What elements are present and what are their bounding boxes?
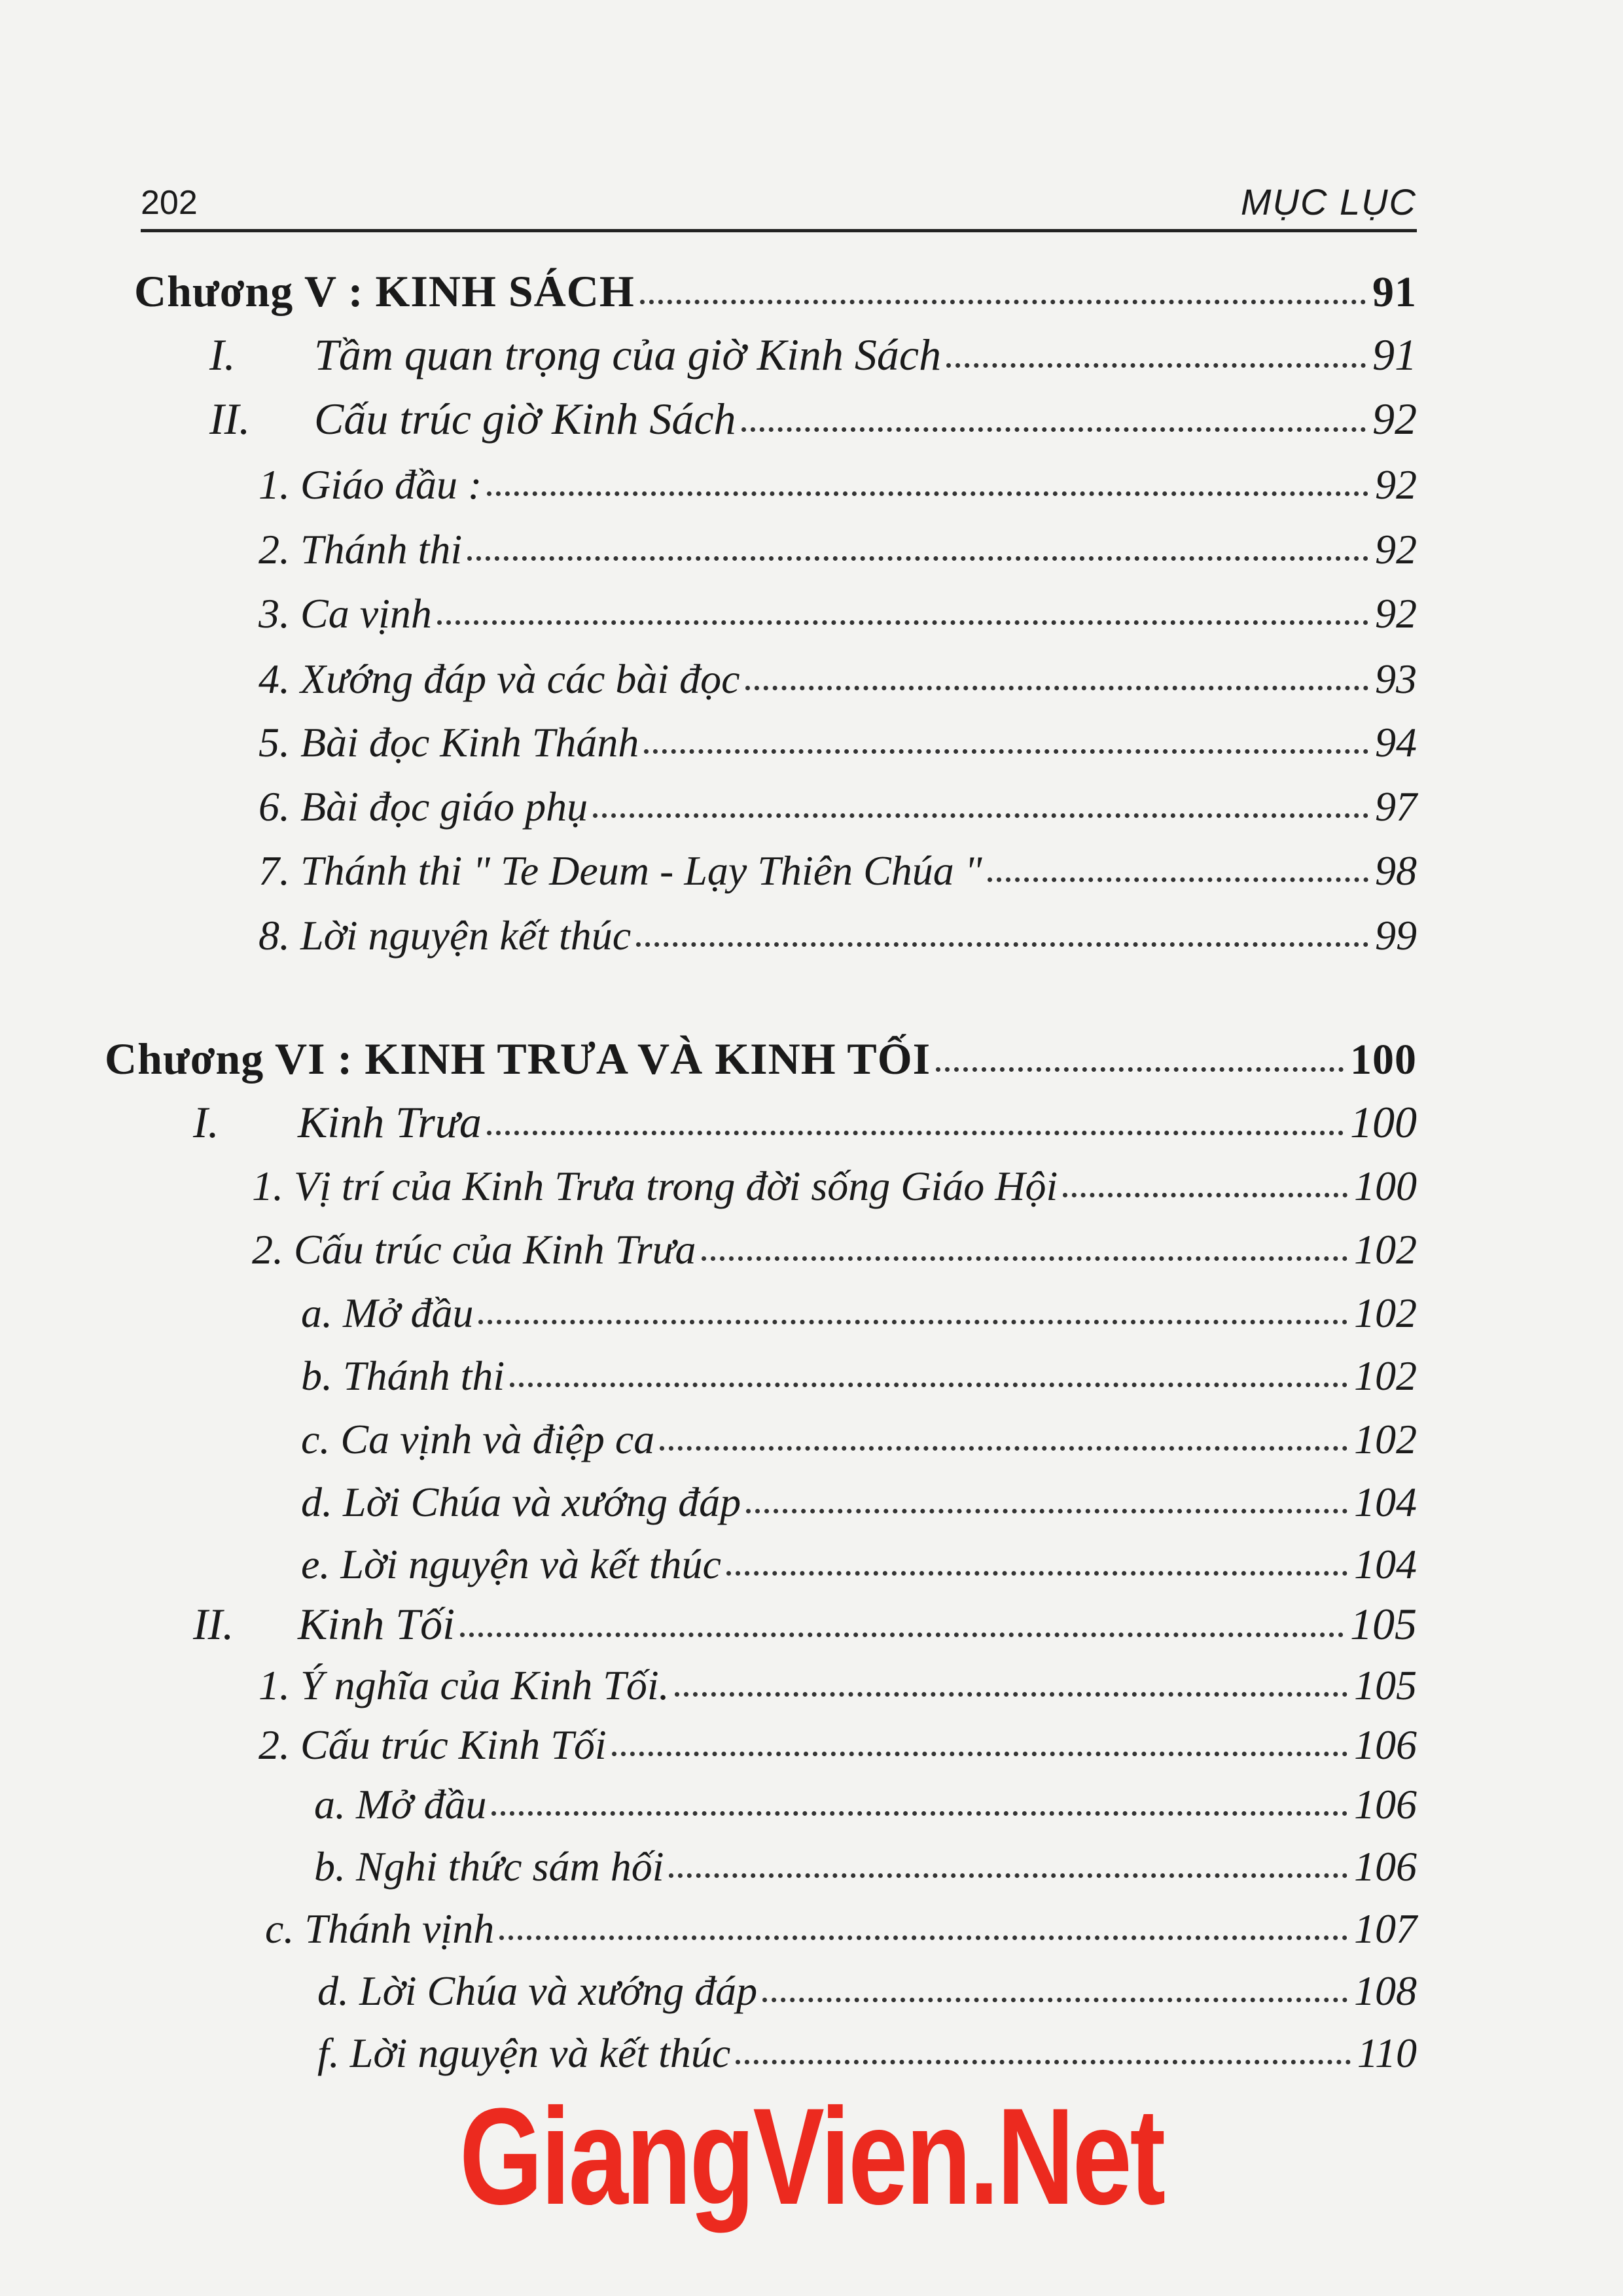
toc-entry-label: 2. Thánh thi: [259, 526, 463, 573]
toc-entry-label: Chương VI : KINH TRƯA VÀ KINH TỐI: [105, 1034, 931, 1084]
toc-entry-label: b. Thánh thi: [301, 1352, 505, 1399]
toc-entry-label: b. Nghi thức sám hối: [314, 1843, 664, 1890]
toc-entry-label: 3. Ca vịnh: [259, 590, 432, 637]
toc-entry: [259, 836, 1417, 895]
toc-entry-label: 5. Bài đọc Kinh Thánh: [259, 719, 639, 766]
dot-leader: [746, 1509, 1347, 1513]
toc-entry: [259, 901, 1417, 960]
dot-leader: [660, 1446, 1347, 1451]
toc-entry-numeral: II.: [209, 394, 251, 444]
toc-entry-section: [193, 1591, 1417, 1650]
dot-leader: [487, 1131, 1344, 1135]
toc-entry-section: [209, 386, 1417, 445]
dot-leader: [467, 556, 1368, 561]
toc-entry-page: 91: [1372, 268, 1417, 316]
toc-entry: [259, 1651, 1417, 1710]
toc-entry-page: 106: [1354, 1781, 1417, 1828]
toc-entry: [317, 1956, 1417, 2015]
toc-entry: [317, 2019, 1417, 2077]
dot-leader: [593, 813, 1368, 818]
dot-leader: [478, 1320, 1347, 1324]
toc-entry-label: a. Mở đầu: [301, 1290, 474, 1336]
toc-entry: [314, 1832, 1417, 1891]
toc-entry: [301, 1530, 1417, 1589]
toc-entry: [259, 1710, 1417, 1769]
toc-entry-page: 100: [1350, 1036, 1417, 1084]
dot-leader: [946, 363, 1366, 368]
toc-entry: [265, 1894, 1417, 1953]
dot-leader: [499, 1935, 1347, 1940]
toc-entry: [259, 645, 1417, 703]
toc-entry: [314, 1770, 1417, 1829]
toc-entry-page: 108: [1354, 1968, 1417, 2014]
toc-entry-page: 92: [1375, 590, 1417, 637]
toc-entry: [259, 579, 1417, 638]
toc-entry-numeral: I.: [193, 1097, 219, 1147]
toc-entry-label: d. Lời Chúa và xướng đáp: [301, 1479, 741, 1525]
toc-entry-page: 100: [1354, 1163, 1417, 1209]
toc-entry-label: c. Ca vịnh và điệp ca: [301, 1416, 655, 1462]
toc-entry: [259, 708, 1417, 767]
dot-leader: [1063, 1193, 1347, 1197]
toc-entry-page: 106: [1354, 1843, 1417, 1890]
dot-leader: [460, 1633, 1344, 1637]
toc-entry-label: 4. Xướng đáp và các bài đọc: [259, 656, 740, 702]
toc-entry-label: 1. Ý nghĩa của Kinh Tối.: [259, 1662, 669, 1708]
dot-leader: [612, 1752, 1347, 1756]
toc-entry-section: [209, 322, 1417, 381]
dot-leader: [736, 2060, 1350, 2064]
toc-entry-label: 1. Vị trí của Kinh Trưa trong đời sống Giáo Hội: [252, 1163, 1058, 1209]
dot-leader: [491, 1811, 1347, 1816]
toc-entry-page: 110: [1357, 2030, 1417, 2076]
toc-entry: [301, 1341, 1417, 1400]
page-number: 202: [141, 184, 198, 222]
toc-entry-label: 6. Bài đọc giáo phụ: [259, 783, 588, 830]
toc-entry: [301, 1279, 1417, 1337]
toc-entry-page: 102: [1354, 1290, 1417, 1336]
toc-entry-page: 105: [1350, 1599, 1417, 1649]
toc-entry-label: Tầm quan trọng của giờ Kinh Sách: [314, 330, 942, 380]
dot-leader: [510, 1383, 1347, 1387]
toc-entry-numeral: I.: [209, 330, 236, 380]
toc-entry-page: 100: [1350, 1097, 1417, 1147]
dot-leader: [988, 877, 1368, 882]
toc-entry-label: Kinh Tối: [298, 1599, 455, 1649]
toc-entry-label: 7. Thánh thi " Te Deum - Lạy Thiên Chúa ": [259, 847, 982, 894]
toc-entry-label: f. Lời nguyện và kết thúc: [317, 2030, 731, 2076]
toc-entry-label: Cấu trúc giờ Kinh Sách: [314, 394, 736, 444]
toc-entry-label: Kinh Trưa: [298, 1097, 482, 1147]
toc-entry: [259, 450, 1417, 509]
dot-leader: [636, 942, 1368, 947]
toc-entry-page: 98: [1375, 847, 1417, 894]
toc-entry-page: 92: [1375, 526, 1417, 573]
toc-entry-page: 106: [1354, 1722, 1417, 1768]
dot-leader: [741, 427, 1366, 432]
dot-leader: [726, 1571, 1347, 1576]
toc-entry-numeral: II.: [193, 1599, 234, 1649]
dot-leader: [702, 1256, 1347, 1261]
toc-entry-label: 2. Cấu trúc Kinh Tối: [259, 1722, 607, 1768]
dot-leader: [936, 1067, 1344, 1072]
toc-entry-label: 8. Lời nguyện kết thúc: [259, 912, 632, 959]
dot-leader: [762, 1998, 1347, 2002]
toc-entry-label: Chương V : KINH SÁCH: [134, 266, 635, 316]
toc-entry-section: [193, 1089, 1417, 1148]
toc-entry: [301, 1468, 1417, 1527]
toc-entry-page: 107: [1354, 1905, 1417, 1952]
toc-entry: [301, 1405, 1417, 1464]
toc-entry-page: 97: [1375, 783, 1417, 830]
toc-entry-page: 104: [1354, 1479, 1417, 1525]
dot-leader: [487, 491, 1368, 496]
toc-entry-page: 91: [1372, 330, 1417, 380]
toc-entry-page: 105: [1354, 1662, 1417, 1708]
dot-leader: [675, 1692, 1347, 1697]
toc-entry-page: 99: [1375, 912, 1417, 959]
dot-leader: [644, 749, 1368, 754]
toc-entry-page: 94: [1375, 719, 1417, 766]
dot-leader: [745, 686, 1368, 690]
toc-entry-page: 104: [1354, 1541, 1417, 1587]
toc-entry-label: 2. Cấu trúc của Kinh Trưa: [252, 1226, 696, 1273]
toc-entry-label: d. Lời Chúa và xướng đáp: [317, 1968, 758, 2014]
watermark: GiangVien.Net: [459, 2079, 1164, 2233]
toc-entry-page: 93: [1375, 656, 1417, 702]
dot-leader: [669, 1873, 1347, 1878]
toc-entry-label: 1. Giáo đầu :: [259, 461, 482, 508]
toc-entry-page: 102: [1354, 1416, 1417, 1462]
toc-entry: [259, 515, 1417, 574]
toc-entry-page: 102: [1354, 1226, 1417, 1273]
running-title: MỤC LỤC: [1240, 181, 1417, 222]
toc-entry: [252, 1215, 1417, 1274]
toc-entry-label: a. Mở đầu: [314, 1781, 487, 1828]
toc-entry-label: e. Lời nguyện và kết thúc: [301, 1541, 721, 1587]
toc-entry-chapter: [134, 258, 1417, 317]
toc-entry: [252, 1152, 1417, 1210]
toc-entry-page: 92: [1375, 461, 1417, 508]
toc-entry-page: 102: [1354, 1352, 1417, 1399]
toc-entry-label: c. Thánh vịnh: [265, 1905, 495, 1952]
toc-entry: [259, 772, 1417, 831]
toc-entry-chapter: [105, 1026, 1417, 1085]
dot-leader: [640, 300, 1366, 304]
toc-entry-page: 92: [1372, 394, 1417, 444]
dot-leader: [437, 620, 1368, 625]
